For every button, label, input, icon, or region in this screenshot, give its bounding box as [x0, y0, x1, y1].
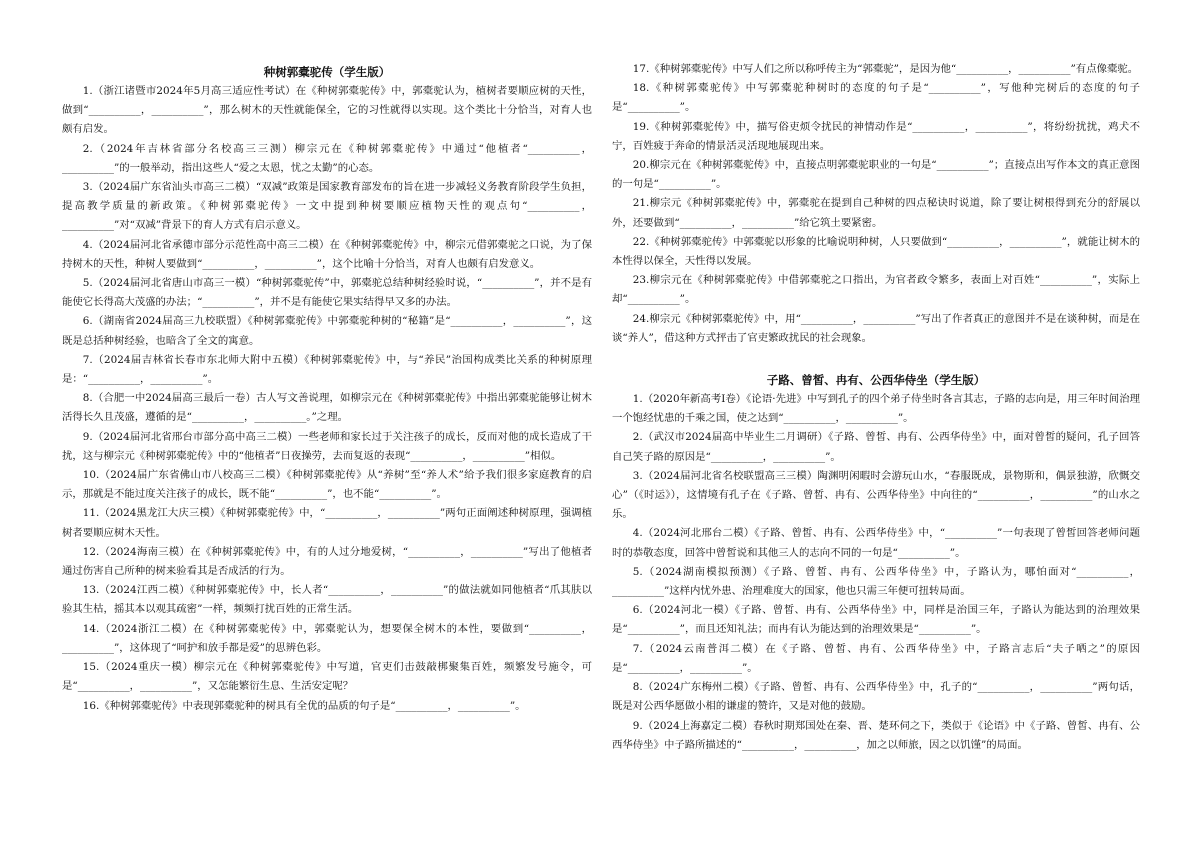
question-item: 5.（2024湖南模拟预测）《子路、曾皙、冉有、公西华侍坐》中，子路认为，哪怕面对“__________，__________”这样内忧外患、治理难度大的国家，他也只需三年便可扭转局面。 [612, 565, 1140, 598]
question-item: 10.（2024届广东省佛山市八校高三二模）《种树郭橐驼传》从“养树”至“养人术”给予我们很多家庭教育的启示，那就是不能过度关注孩子的成长，既不能“__________”，也不能“__________”。 [62, 469, 592, 501]
question-item: 2.（2024年吉林省部分名校高三三测）柳宗元在《种树郭橐驼传》中通过“他植者“__________，__________”的一般举动，指出这些人“爱之太恩，忧之太勤”的心态。 [62, 142, 592, 174]
question-item: 20.柳宗元在《种树郭橐驼传》中，直接点明郭橐驼职业的一句是“__________”；直接点出写作本文的真正意图的一句是“__________”。 [612, 159, 1140, 191]
left-column [62, 60, 592, 716]
question-item: 7.（2024云南普洱二模）在《子路、曾皙、冉有、公西华侍坐》中，子路言志后“夫子哂之”的原因是“__________，__________”。 [612, 642, 1140, 674]
question-item: 1.（2020年新高考Ⅰ卷）《论语·先进》中写到孔子的四个弟子侍坐时各言其志，子路的志向是，用三年时间治理一个饱经忧患的千乘之国，使之达到“__________，__________”。 [612, 393, 1140, 425]
question-item: 4.（2024届河北省承德市部分示范性高中高三二模）在《种树郭橐驼传》中，柳宗元借郭橐驼之口说，为了保持树木的天性，种树人要做到“__________，__________”，这个比喻十分恰当，对育人也颇有启发意义。 [62, 238, 592, 270]
question-item: 11.（2024黑龙江大庆三模）《种树郭橐驼传》中，“__________，__________”两句正面阐述种树原理，强调植树者要顺应树木天性。 [62, 507, 592, 539]
question-item: 9.（2024届河北省邢台市部分高中高三二模）一些老师和家长过于关注孩子的成长，反而对他的成长造成了干扰，这与柳宗元《种树郭橐驼传》中的“他植者”日夜操劳，去而复返的表现“__________，__________”相似。 [62, 430, 592, 462]
question-list-right-b [612, 390, 1140, 755]
question-item: 8.（2024广东梅州二模）《子路、曾皙、冉有、公西华侍坐》中，孔子的“__________，__________”两句话，既是对公西华愿做小相的谦虚的赞许，又是对他的鼓励。 [612, 681, 1140, 713]
question-item: 19.《种树郭橐驼传》中，描写俗吏烦令扰民的神情动作是“__________，__________”，将纷纷扰扰，鸡犬不宁，百姓疲于奔命的情景活灵活现地展现出来。 [612, 120, 1140, 152]
question-list-left [62, 82, 592, 716]
question-item: 5.（2024届河北省唐山市高三一模）“种树郭橐驼传”中，郭橐驼总结种树经验时说，“__________”，并不是有能使它长得高大茂盛的办法；“__________”，并不是有能使它果实结得早又多的办法。 [62, 277, 592, 309]
question-item: 9.（2024上海嘉定二模）春秋时期郑国处在秦、晋、楚环伺之下，类似于《论语》中《子路、曾皙、冉有、公西华侍坐》中子路所描述的“__________，__________，加之以师旅，因之以饥馑”的局面。 [612, 719, 1140, 751]
question-item: 17.《种树郭橐驼传》中写人们之所以称呼传主为“郭橐驼”，是因为他“__________，__________”有点像橐驼。 [632, 63, 1139, 75]
question-list-right-a [612, 60, 1140, 348]
question-item: 4.（2024河北邢台二模）《子路、曾皙、冉有、公西华侍坐》中，“__________”一句表现了曾皙回答老师问题时的恭敬态度，回答中曾皙说和其他三人的志向不同的一句是“__________”。 [612, 527, 1140, 559]
question-item: 12.（2024海南三模）在《种树郭橐驼传》中，有的人过分地爱树，“__________，__________”写出了他植者通过伤害自己所种的树来验看其是否成活的行为。 [62, 545, 592, 578]
right-column [612, 60, 1140, 755]
question-item: 13.（2024江西二模）《种树郭橐驼传》中，长人者“__________，__________”的做法就如同他植者“爪其肤以验其生枯，摇其本以观其疏密”一样，频频打扰百姓的正常生活。 [62, 584, 592, 616]
question-item: 6.（2024河北一模）《子路、曾皙、冉有、公西华侍坐》中，同样是治国三年，子路认为能达到的治理效果是“__________”，而且还知礼法；而冉有认为能达到的治理效果是“__________”。 [612, 604, 1140, 636]
question-item: 3.（2024届河北省名校联盟高三三模）陶渊明闲暇时会游玩山水，“春服既成，景物斯和，偶景独游，欣慨交心”（《时运》），这情境有孔子在《子路、曾皙、冉有、公西华侍坐》中向往的“__________，__________”的山水之乐。 [612, 469, 1140, 521]
question-item: 14.（2024浙江二模）在《种树郭橐驼传》中，郭橐驼认为，想要保全树木的本性，要做到“__________，__________”，这体现了“呵护和放手都是爱”的思辨色彩。 [62, 622, 592, 654]
question-item: 23.柳宗元在《种树郭橐驼传》中借郭橐驼之口指出，为官者政令繁多，表面上对百姓“__________”，实际上却“__________”。 [612, 274, 1140, 306]
question-item: 3.（2024届广东省汕头市高三二模）“双减”政策是国家教育部发布的旨在进一步减轻义务教育阶段学生负担，提高教学质量的新政策。《种树郭橐驼传》一文中提到种树要顺应植物天性的观点句“__________，__________”对“双减”背景下的育人方式有启示意义。 [62, 181, 592, 232]
question-item: 24.柳宗元《种树郭橐驼传》中，用“__________，__________”写出了作者真正的意图并不是在谈种树，而是在谈“养人”，借这种方式抨击了官吏繁政扰民的社会现象。 [612, 312, 1140, 344]
section-title-zhongshu: 种树郭橐驼传（学生版） [263, 65, 391, 79]
question-item: 2.（武汉市2024届高中毕业生二月调研）《子路、曾皙、冉有、公西华侍坐》中，面对曾皙的疑问，孔子回答自己笑子路的原因是“__________，__________”。 [612, 431, 1140, 463]
question-item: 18.《种树郭橐驼传》中写郭橐驼种树时的态度的句子是“__________”，写他种完树后的态度的句子是“__________”。 [612, 82, 1140, 114]
question-item: 6.（湖南省2024届高三九校联盟）《种树郭橐驼传》中郭橐驼种树的“秘籍”是“__________，__________”，这既是总括种树经验，也暗含了全文的寓意。 [62, 315, 592, 347]
question-item: 7.（2024届吉林省长春市东北师大附中五模）《种树郭橐驼传》中，与“养民”治国构成类比关系的种树原理是：“__________，__________”。 [62, 353, 592, 386]
question-item: 22.《种树郭橐驼传》中郭橐驼以形象的比喻说明种树，人只要做到“__________，__________”，就能让树木的本性得以保全，天性得以发展。 [612, 235, 1140, 268]
question-item: 15.（2024重庆一模）柳宗元在《种树郭橐驼传》中写道，官吏们击鼓敲梆聚集百姓，频繁发号施令，可是“__________，__________”，又怎能繁衍生息、生活安定呢？ [62, 661, 592, 693]
question-item: 16.《种树郭橐驼传》中表现郭橐驼种的树具有全优的品质的句子是“__________，__________”。 [82, 699, 526, 712]
section-title-shizuo: 子路、曾皙、冉有、公西华侍坐（学生版） [766, 373, 986, 388]
question-item: 21.柳宗元《种树郭橐驼传》中，郭橐驼在提到自己种树的四点秘诀时说道，除了要让树根得到充分的舒展以外，还要做到“__________，__________”给它筑土要紧密。 [612, 197, 1140, 229]
question-item: 8.（合肥一中2024届高三最后一卷）古人写文善说理，如柳宗元在《种树郭橐驼传》中指出郭橐驼能够让树木活得长久且茂盛，遵循的是“__________，__________。”之理。 [62, 392, 592, 424]
question-item: 1.（浙江诸暨市2024年5月高三适应性考试）在《种树郭橐驼传》中，郭橐驼认为，植树者要顺应树的天性，做到“__________，__________”，那么树木的天性就能保全，它的习性就得以实现。这个类比十分恰当，对育人也颇有启发。 [62, 85, 592, 136]
